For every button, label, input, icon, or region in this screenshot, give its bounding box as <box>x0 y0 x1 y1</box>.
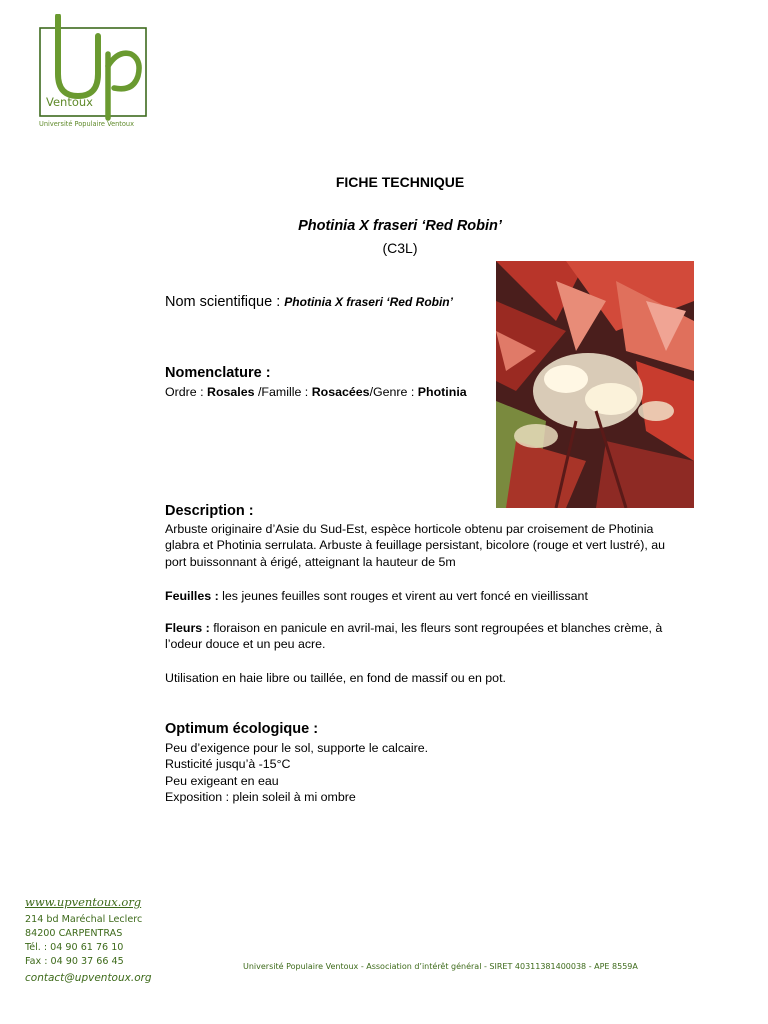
list-item: Peu d’exigence pour le sol, supporte le calcaire. <box>165 741 429 755</box>
flowers-label: Fleurs : <box>165 621 210 635</box>
flowers-text: floraison en panicule en avril-mai, les fleurs sont regroupées et blanches crème, à l’odeur douce et un peu acre. <box>165 621 663 652</box>
website-link[interactable]: www.upventoux.org <box>25 895 142 909</box>
phone: Tél. : 04 90 61 76 10 <box>25 942 124 953</box>
nomenclature-heading: Nomenclature : <box>165 365 271 381</box>
plant-code: (C3L) <box>382 240 418 256</box>
up-ventoux-logo <box>36 14 152 130</box>
list-item: Exposition : plein soleil à mi ombre <box>165 789 356 804</box>
fax: Fax : 04 90 37 66 45 <box>25 956 124 967</box>
footer-legal: Université Populaire Ventoux - Association d’intérêt général - SIRET 40311381400038 - APE 8559A <box>243 962 638 971</box>
scientific-name-value: Photinia X fraseri ‘Red Robin’ <box>284 295 453 309</box>
footer-contact <box>25 895 175 984</box>
description-heading: Description : <box>165 503 254 519</box>
page-title: FICHE TECHNIQUE <box>335 174 465 190</box>
description-text: Arbuste originaire d’Asie du Sud-Est, espèce horticole obtenu par croisement de Photinia glabra et Photinia serrulata. Arbuste à feuillage persistant, bicolore (rouge et vert lustré), au port buissonnant à érigé, atteignant la hauteur de 5m <box>165 522 666 569</box>
address-line-1: 214 bd Maréchal Leclerc <box>25 914 143 925</box>
photinia-photo <box>496 261 694 508</box>
family-label: /Famille : <box>254 385 312 399</box>
logo-wordmark: Ventoux <box>46 95 93 109</box>
flowers-paragraph <box>165 620 675 653</box>
leaves-text: les jeunes feuilles sont rouges et virent au vert foncé en vieillissant <box>218 589 588 603</box>
genus-value: Photinia <box>417 385 467 399</box>
usage-text: Utilisation en haie libre ou taillée, en fond de massif ou en pot. <box>165 671 506 685</box>
leaves-paragraph <box>165 588 675 604</box>
plant-name: Photinia X fraseri ‘Red Robin’ <box>298 218 502 234</box>
family-value: Rosacées <box>311 385 370 399</box>
optimum-list <box>165 740 675 805</box>
optimum-heading: Optimum écologique : <box>165 721 319 737</box>
scientific-name-row <box>165 293 495 311</box>
logo-subtitle: Université Populaire Ventoux <box>39 120 135 128</box>
order-value: Rosales <box>207 385 255 399</box>
order-label: Ordre : <box>165 385 207 399</box>
list-item: Rusticité jusqu’à -15°C <box>165 757 291 772</box>
address-line-2: 84200 CARPENTRAS <box>25 928 123 939</box>
email-link[interactable]: contact@upventoux.org <box>25 972 152 984</box>
nomenclature-row <box>165 384 495 400</box>
leaves-label: Feuilles : <box>165 589 219 603</box>
list-item: Peu exigeant en eau <box>165 773 279 788</box>
genus-label: /Genre : <box>369 385 418 399</box>
scientific-name-label: Nom scientifique : <box>165 294 285 310</box>
